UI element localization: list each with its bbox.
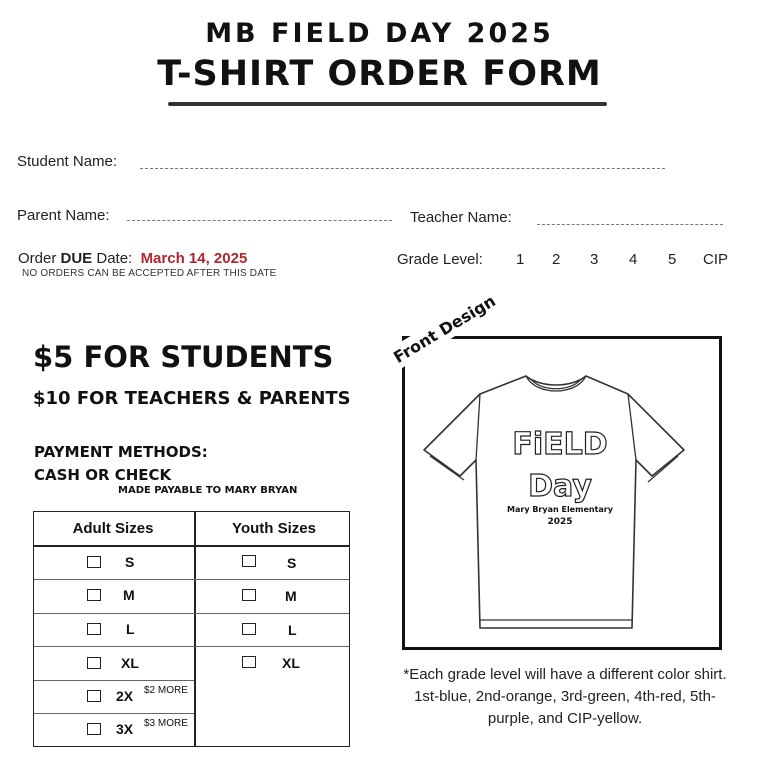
adult-l-checkbox[interactable] (87, 623, 101, 635)
order-due-date (18, 250, 247, 267)
payable-to: MADE PAYABLE TO MARY BRYAN (118, 485, 298, 496)
front-design-tag: Front Design (384, 286, 505, 371)
grade-option-cip[interactable]: CIP (703, 251, 729, 268)
row-rule (34, 713, 194, 714)
adult-s-checkbox[interactable] (87, 556, 101, 568)
teacher-name-field[interactable] (537, 224, 723, 225)
parent-name-label: Parent Name: (17, 207, 110, 224)
grade-option-5[interactable]: 5 (668, 251, 677, 268)
youth-xl-label: XL (282, 655, 300, 671)
student-name-label: Student Name: (17, 153, 118, 170)
youth-m-label: M (285, 588, 297, 604)
size-table-divider (194, 512, 196, 746)
due-suffix: Date: (92, 250, 133, 267)
shirt-text-line2: Day (528, 469, 592, 504)
color-note: *Each grade level will have a different color shirt. 1st-blue, 2nd-orange, 3rd-green, 4th-red, 5th-purple, and CIP-yellow. (403, 666, 727, 727)
due-date-value: March 14, 2025 (140, 250, 248, 267)
student-price: $5 FOR STUDENTS (33, 340, 334, 374)
tshirt-illustration (416, 352, 706, 642)
adult-3x-label: 3X (116, 721, 134, 737)
due-prefix: Order (18, 250, 61, 267)
payment-methods-title: PAYMENT METHODS: (34, 443, 208, 461)
adult-xl-checkbox[interactable] (87, 657, 101, 669)
youth-s-label: S (287, 555, 297, 571)
adult-m-label: M (123, 587, 135, 603)
grade-option-4[interactable]: 4 (629, 251, 638, 268)
form-title: MB FIELD DAY 2025 (205, 18, 554, 49)
row-rule (34, 680, 194, 681)
payment-methods: CASH OR CHECK (34, 466, 172, 484)
grade-option-1[interactable]: 1 (516, 251, 525, 268)
adult-price: $10 FOR TEACHERS & PARENTS (33, 388, 351, 409)
adult-3x-checkbox[interactable] (87, 723, 101, 735)
shirt-school-name: Mary Bryan Elementary (507, 505, 613, 514)
adult-3x-surcharge: $3 MORE (144, 718, 188, 729)
adult-l-label: L (126, 621, 135, 637)
adult-2x-label: 2X (116, 688, 134, 704)
row-rule (34, 646, 349, 647)
shirt-year: 2025 (547, 517, 573, 527)
grade-level-label: Grade Level: (397, 251, 483, 268)
header-rule (34, 545, 349, 547)
youth-m-checkbox[interactable] (242, 589, 256, 601)
student-name-field[interactable] (140, 168, 665, 169)
youth-l-label: L (288, 622, 297, 638)
adult-2x-checkbox[interactable] (87, 690, 101, 702)
teacher-name-label: Teacher Name: (410, 209, 512, 226)
youth-l-checkbox[interactable] (242, 623, 256, 635)
row-rule (34, 613, 349, 614)
youth-s-checkbox[interactable] (242, 555, 256, 567)
row-rule (34, 579, 349, 580)
grade-option-3[interactable]: 3 (590, 251, 599, 268)
adult-sizes-header: Adult Sizes (72, 520, 154, 537)
adult-m-checkbox[interactable] (87, 589, 101, 601)
shirt-text-line1: FiELD (512, 427, 608, 462)
adult-2x-surcharge: $2 MORE (144, 685, 188, 696)
youth-sizes-header: Youth Sizes (232, 520, 316, 537)
adult-xl-label: XL (121, 655, 139, 671)
youth-xl-checkbox[interactable] (242, 656, 256, 668)
due-bold: DUE (60, 250, 93, 267)
size-table (33, 511, 350, 747)
title-underline (168, 102, 607, 106)
due-note: NO ORDERS CAN BE ACCEPTED AFTER THIS DATE (22, 268, 277, 279)
form-subtitle: T-SHIRT ORDER FORM (157, 54, 602, 94)
adult-s-label: S (125, 554, 135, 570)
parent-name-field[interactable] (127, 220, 392, 221)
grade-option-2[interactable]: 2 (552, 251, 561, 268)
